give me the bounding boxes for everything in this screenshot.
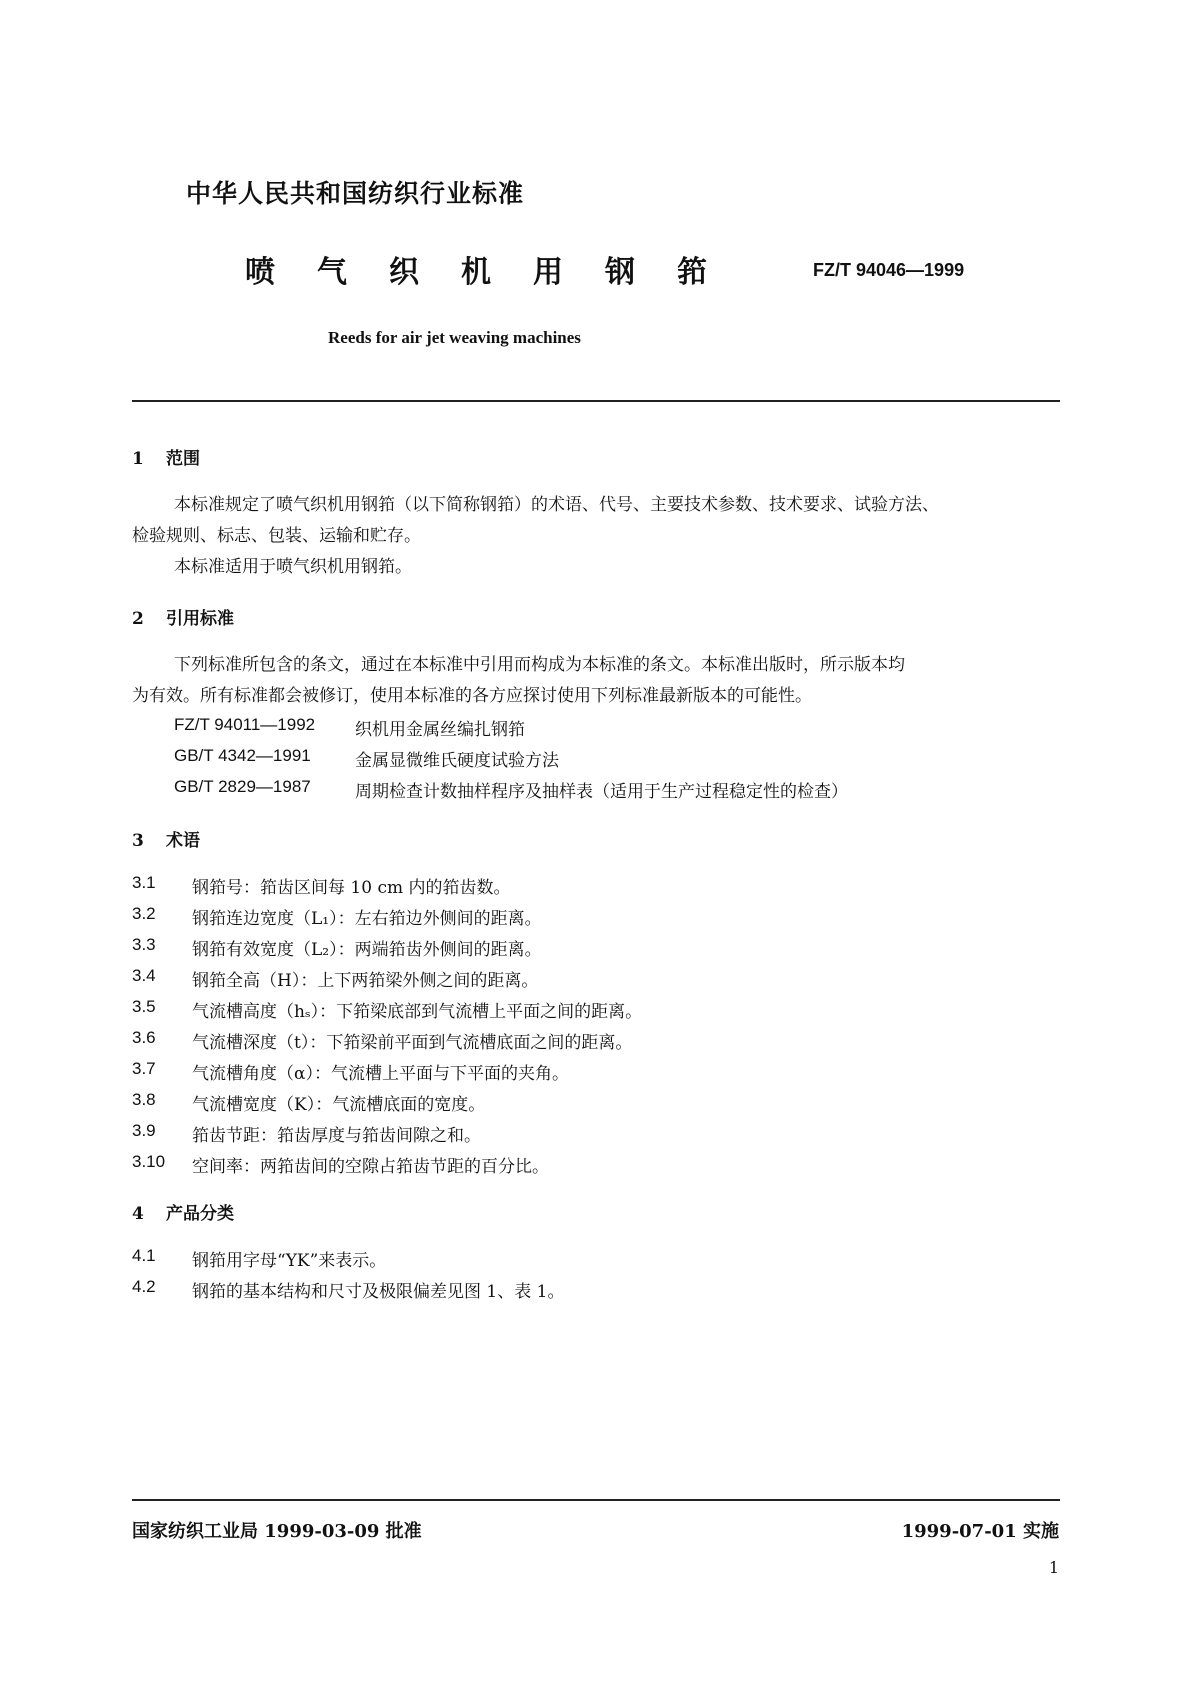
item-number: 3.9 [132, 1121, 156, 1140]
section-number: 1 [132, 449, 144, 469]
item-number: 3.4 [132, 966, 156, 985]
item-number: 3.2 [132, 904, 156, 923]
classification-item [132, 1246, 386, 1271]
title-char: 筘 [677, 255, 707, 290]
implementation-date: 1999-07-01 实施 [901, 1521, 1059, 1542]
paragraph-line: 本标准规定了喷气织机用钢筘（以下简称钢筘）的术语、代号、主要技术参数、技术要求、试验方法、 [174, 495, 939, 515]
item-text: 气流槽宽度（K）：气流槽底面的宽度。 [192, 1095, 486, 1115]
classification-item [132, 1277, 564, 1302]
header-divider [132, 400, 1060, 402]
term-item [132, 966, 538, 991]
title-char: 钢 [605, 255, 635, 290]
item-number: 3.7 [132, 1059, 156, 1078]
section-title: 产品分类 [166, 1204, 234, 1224]
section-heading-terms [132, 826, 200, 851]
standard-code: FZ/T 94046—1999 [813, 260, 965, 280]
title-char: 机 [461, 255, 491, 290]
reference-code: FZ/T 94011—1992 [174, 715, 316, 734]
item-text: 钢筘号：筘齿区间每 10 cm 内的筘齿数。 [192, 878, 511, 898]
paragraph-line: 检验规则、标志、包装、运输和贮存。 [132, 526, 421, 546]
footer-divider [132, 1499, 1060, 1501]
section-number: 2 [132, 609, 144, 629]
section-heading-scope [132, 444, 200, 469]
section-heading-references [132, 604, 234, 629]
item-text: 钢筘的基本结构和尺寸及极限偏差见图 1、表 1。 [192, 1282, 565, 1302]
item-number: 3.5 [132, 997, 156, 1016]
item-text: 气流槽深度（t）：下筘梁前平面到气流槽底面之间的距离。 [192, 1033, 633, 1053]
item-text: 气流槽角度（α）：气流槽上平面与下平面的夹角。 [192, 1064, 569, 1084]
item-text: 气流槽高度（hₛ）：下筘梁底部到气流槽上平面之间的距离。 [192, 1002, 643, 1022]
section-number: 3 [132, 831, 144, 851]
item-number: 3.10 [132, 1152, 166, 1171]
reference-code: GB/T 4342—1991 [174, 746, 311, 765]
reference-item [174, 746, 559, 771]
term-item [132, 873, 510, 898]
page-number: 1 [1048, 1558, 1059, 1577]
reference-code: GB/T 2829—1987 [174, 777, 311, 796]
term-item [132, 1059, 569, 1084]
approval-date: 国家纺织工业局 1999-03-09 批准 [132, 1521, 422, 1542]
item-text: 钢筘有效宽度（L₂）：两端筘齿外侧间的距离。 [192, 940, 542, 960]
section-title: 术语 [166, 831, 200, 851]
item-text: 空间率：两筘齿间的空隙占筘齿节距的百分比。 [192, 1157, 549, 1177]
term-item [132, 1121, 481, 1146]
reference-title: 织机用金属丝编扎钢筘 [355, 720, 525, 740]
title-char: 织 [389, 255, 419, 290]
term-item [132, 904, 542, 929]
reference-item [174, 777, 848, 802]
item-number: 4.1 [132, 1246, 156, 1265]
scope-paragraph [132, 490, 1060, 583]
item-number: 3.3 [132, 935, 156, 954]
english-title: Reeds for air jet weaving machines [328, 328, 581, 347]
reference-title: 周期检查计数抽样程序及抽样表（适用于生产过程稳定性的检查） [355, 782, 848, 802]
item-text: 钢筘全高（H）：上下两筘梁外侧之间的距离。 [192, 971, 539, 991]
term-item [132, 1028, 632, 1053]
item-text: 筘齿节距：筘齿厚度与筘齿间隙之和。 [192, 1126, 481, 1146]
references-intro [132, 650, 1060, 712]
term-item [132, 1152, 549, 1177]
title-char: 用 [533, 255, 563, 290]
section-title: 引用标准 [166, 609, 234, 629]
title-char: 喷 [245, 255, 275, 290]
term-item [132, 935, 542, 960]
paragraph-line: 下列标准所包含的条文，通过在本标准中引用而构成为本标准的条文。本标准出版时，所示版本均 [174, 655, 905, 675]
reference-title: 金属显微维氏硬度试验方法 [355, 751, 559, 771]
section-heading-classification [132, 1199, 234, 1224]
term-item [132, 997, 642, 1022]
item-number: 3.1 [132, 873, 156, 892]
reference-item [174, 715, 525, 740]
item-number: 3.6 [132, 1028, 156, 1047]
section-number: 4 [132, 1204, 144, 1224]
item-text: 钢筘用字母“YK”来表示。 [192, 1251, 387, 1271]
paragraph-line: 本标准适用于喷气织机用钢筘。 [174, 557, 412, 577]
document-title [245, 255, 707, 290]
item-number: 4.2 [132, 1277, 156, 1296]
title-char: 气 [317, 255, 347, 290]
organization-heading: 中华人民共和国纺织行业标准 [185, 179, 524, 208]
section-title: 范围 [166, 449, 200, 469]
term-item [132, 1090, 485, 1115]
item-number: 3.8 [132, 1090, 156, 1109]
paragraph-line: 为有效。所有标准都会被修订，使用本标准的各方应探讨使用下列标准最新版本的可能性。 [132, 686, 812, 706]
item-text: 钢筘连边宽度（L₁）：左右筘边外侧间的距离。 [192, 909, 542, 929]
